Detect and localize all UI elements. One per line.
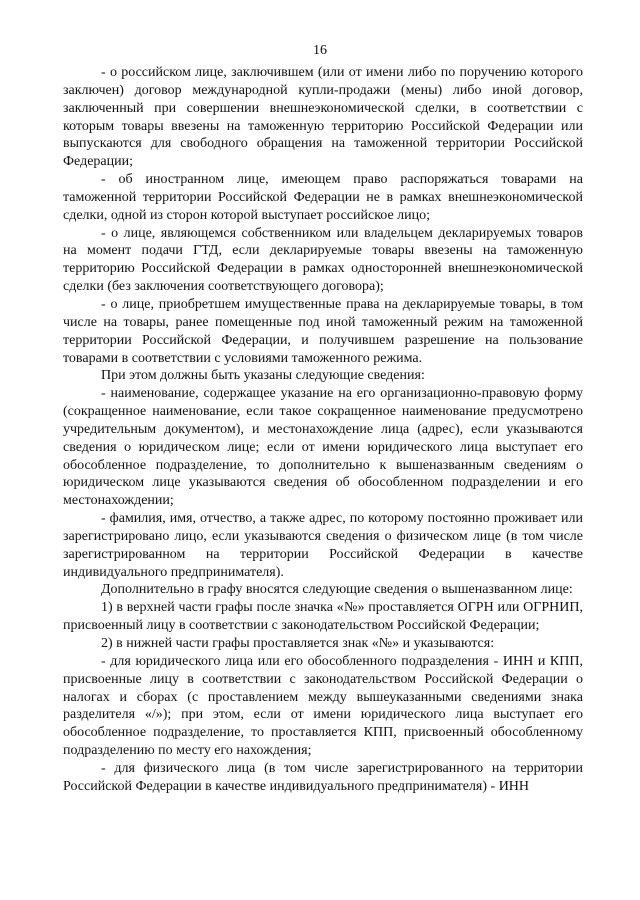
page-number: 16: [313, 43, 327, 58]
paragraph-russian-party: - о российском лице, заключившем (или от имени либо по поручению которого заключен) договор международной купли-продажи (мены) либо иной договор, заключенный при совершении внешнеэкономической сделки, в соответствии с которым товары ввезены на таможенную территорию Российской Федерации или выпускаются для свободного обращения на таможенной территории Российской Федерации;: [63, 65, 583, 170]
paragraph-lower-part: 2) в нижней части графы проставляется знак «№» и указываются:: [101, 636, 495, 651]
paragraph-individual-name: - фамилия, имя, отчество, а также адрес, по которому постоянно проживает или зарегистрировано лицо, если указываются сведения о физическом лице (в том числе зарегистрированном на территории Российской Федерации в качестве индивидуального предпринимателя).: [63, 511, 583, 580]
paragraph-foreign-party: - об иностранном лице, имеющем право распоряжаться товарами на таможенной территории Российской Федерации не в рамках внешнеэкономической сделки, одной из сторон которой выступает российское лицо;: [63, 172, 583, 223]
paragraph-property-rights: - о лице, приобретшем имущественные права на декларируемые товары, в том числе на товары, ранее помещенные под иной таможенный режим на таможенной территории Российской Федерации, и получившем разрешение на пользование товарами в соответствии с условиями таможенного режима.: [63, 296, 583, 366]
paragraph-additional-info: Дополнительно в графу вносятся следующие сведения о вышеназванном лице:: [101, 582, 573, 598]
paragraph-inn-kpp: - для юридического лица или его обособленного подразделения - ИНН и КПП, присвоенные лицу в соответствии с законодательством Российской Федерации о налогах и сборах (с проставлением между вышеуказанными сведениями знака разделителя «/»); при этом, если от имени юридического лица выступает его обособленное подразделение, то проставляется КПП, присвоенный обособленному подразделению по месту его нахождения;: [63, 653, 583, 759]
paragraph-ogrn: 1) в верхней части графы после значка «№» проставляется ОГРН или ОГРНИП, присвоенный лицу в соответствии с законодательством Российской Федерации;: [63, 600, 583, 634]
paragraph-owner: - о лице, являющемся собственником или владельцем декларируемых товаров на момент подачи ГТД, если декларируемые товары ввезены на таможенную территорию Российской Федерации в рамках односторонней внешнеэкономической сделки (без заключения соответствующего договора);: [63, 225, 583, 295]
document-body: [63, 64, 583, 796]
paragraph-required-info: При этом должны быть указаны следующие сведения:: [101, 368, 425, 384]
paragraph-individual-inn: - для физического лица (в том числе зарегистрированного на территории Российской Федерации в качестве индивидуального предпринимателя) - ИНН: [63, 760, 583, 794]
paragraph-legal-entity-name: - наименование, содержащее указание на его организационно-правовую форму (сокращенное наименование, если такое сокращенное наименование предусмотрено учредительным документом), и местонахождение лица (адрес), если указываются сведения о юридическом лице; если от имени юридического лица выступает его обособленное подразделение, то дополнительно к вышеназванным сведениям о юридическом лице указываются сведения об обособленном подразделении и его местонахождении;: [63, 386, 583, 509]
